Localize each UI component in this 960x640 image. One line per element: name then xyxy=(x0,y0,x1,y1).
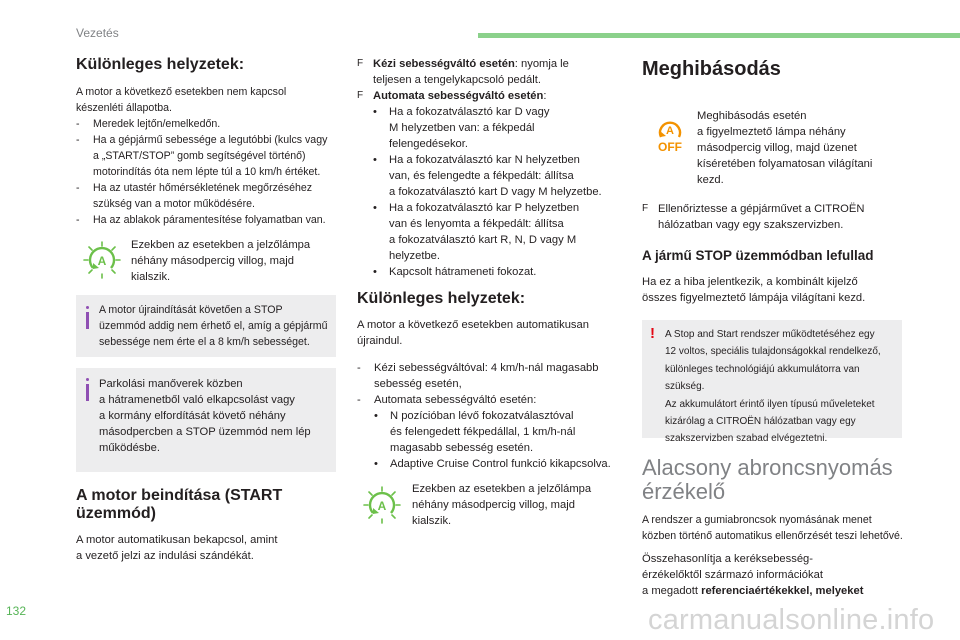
title-line: A motor beindítása (START xyxy=(76,487,283,504)
info-box-parking xyxy=(76,368,336,472)
text-line: Ha a fokozatválasztó kar N helyzetben xyxy=(389,154,580,166)
info-text: Parkolási manőverek közben xyxy=(99,378,243,390)
text-line: teljesen a tengelykapcsoló pedált. xyxy=(373,74,541,86)
lamp-note-line: néhány másodpercig villog, majd xyxy=(131,255,294,267)
arrow-bullet-icon: F xyxy=(642,203,649,214)
col1-intro xyxy=(76,84,346,228)
lamp-note-line: Ezekben az esetekben a jelzőlámpa xyxy=(412,483,592,495)
warning-box-battery xyxy=(642,320,902,445)
list-text: motorindítás óta nem lépte túl a 10 km/h értéket. xyxy=(93,166,321,178)
lamp-note-line: kialszik. xyxy=(412,515,452,527)
col2-title: Különleges helyzetek: xyxy=(357,290,526,307)
text-line: helyzetbe. xyxy=(389,250,440,262)
stop-stall-title: A jármű STOP üzemmódban lefullad xyxy=(642,248,874,263)
list-item xyxy=(357,56,632,88)
text-line: összes figyelmeztető lámpája világítani kezd. xyxy=(642,292,866,304)
text-line: kezd. xyxy=(697,174,724,186)
tyre-text xyxy=(642,551,922,599)
info-icon xyxy=(86,312,89,329)
info-text: a hátramenetből való elkapcsolást vagy xyxy=(99,394,295,406)
list-item xyxy=(76,212,346,228)
stop-stall-text xyxy=(642,274,912,306)
list-item xyxy=(76,116,346,132)
list-dash: - xyxy=(76,118,80,130)
text-line: a fokozatválasztó kart R, N, D vagy M xyxy=(389,234,577,246)
info-text: üzemmód addig nem érhető el, amíg a gépjármű xyxy=(99,320,328,332)
list-item xyxy=(357,392,632,472)
bullet: • xyxy=(373,106,377,118)
col1-intro-line2: készenléti állapotba. xyxy=(76,102,172,114)
start-mode-text xyxy=(76,532,346,564)
warning-text: Az akkumulátort érintő ilyen típusú műveleteket xyxy=(665,398,875,410)
list-text: Ha az ablakok páramentesítése folyamatban van. xyxy=(93,214,326,226)
arrow-bullet-icon: F xyxy=(357,90,364,101)
warning-text: kizárólag a CITROËN hálózatban vagy egy xyxy=(665,416,856,428)
lamp-note-line: kialszik. xyxy=(131,271,171,283)
list-text: Ha az utastér hőmérsékletének megőrzéséhez xyxy=(93,182,313,194)
text-line: Ellenőriztesse a gépjárművet a CITROËN xyxy=(658,203,865,215)
lamp-note-line: néhány másodpercig villog, majd xyxy=(412,499,575,511)
automatic-gearbox-label: Automata sebességváltó esetén xyxy=(373,90,544,102)
text-line: van, és felengedte a fékpedált: állítsa xyxy=(389,170,574,182)
tyre-section-title xyxy=(642,456,893,504)
col2-restart-list xyxy=(357,360,632,472)
text-line: a fokozatválasztó kart D vagy M helyzetbe. xyxy=(389,186,602,198)
reference-values-bold: referenciaértékekkel, melyeket xyxy=(701,585,864,597)
text-line: sebesség esetén, xyxy=(374,378,462,390)
text-line: M helyzetben van: a fékpedál xyxy=(389,122,535,134)
text-line: kíséretében folyamatosan világítani xyxy=(697,158,873,170)
col2-intro xyxy=(357,317,632,349)
list-dash: - xyxy=(76,182,80,194)
text-line: felengedésekor. xyxy=(389,138,468,150)
off-label: OFF xyxy=(658,140,682,154)
svg-text:A: A xyxy=(97,254,107,268)
bullet: • xyxy=(373,202,377,214)
info-text: sebessége nem érte el a 8 km/h sebességet. xyxy=(99,336,310,348)
text-line: Ha a fokozatválasztó kar D vagy xyxy=(389,106,550,118)
text-line: Összehasonlítja a keréksebesség- xyxy=(642,553,814,565)
text-line: Ha ez a hiba jelentkezik, a kombinált kijelző xyxy=(642,276,858,288)
warning-text: különleges technológiájú akkumulátorra van szükség. xyxy=(665,363,860,393)
text-fragment: : xyxy=(543,90,547,102)
col1-situation-list xyxy=(76,116,346,228)
stop-mode-lamp-icon xyxy=(82,240,122,280)
text-line: a figyelmeztető lámpa néhány xyxy=(697,126,846,138)
bullet: • xyxy=(373,154,377,166)
col2-conditions xyxy=(357,56,632,280)
col3-check-item xyxy=(642,201,912,233)
list-text: a „START/STOP” gomb segítségével történő) xyxy=(93,150,306,162)
text-line: Ha a fokozatválasztó kar P helyzetben xyxy=(389,202,580,214)
warning-text: szakszervizben szabad elvégeztetni. xyxy=(665,433,828,445)
text-line: közben történő automatikus ellenőrzését teszi lehetővé. xyxy=(642,530,903,542)
start-mode-title xyxy=(76,487,282,523)
text-line: a vezető jelzi az indulási szándékát. xyxy=(76,550,254,562)
text-fragment: a megadott xyxy=(642,585,702,597)
col1-lamp-note xyxy=(131,237,341,285)
title-line: üzemmód) xyxy=(76,505,156,522)
text-line: A rendszer a gumiabroncsok nyomásának menet xyxy=(642,514,872,526)
info-box-restart xyxy=(76,295,336,357)
stop-mode-lamp-icon xyxy=(362,485,402,525)
col3-lamp-note xyxy=(697,108,907,188)
watermark: carmanualsonline.info xyxy=(648,604,935,636)
text-line: A motor automatikusan bekapcsol, amint xyxy=(76,534,278,546)
svg-text:A: A xyxy=(666,125,674,137)
list-item xyxy=(76,180,346,212)
bullet: • xyxy=(374,458,378,470)
text-line: hálózatban vagy egy szakszervizben. xyxy=(658,219,844,231)
info-text: másodpercben a STOP üzemmód nem lép xyxy=(99,426,311,438)
text-line: Adaptive Cruise Control funkció kikapcsolva. xyxy=(390,458,611,470)
list-dash: - xyxy=(357,394,361,406)
info-text: működésbe. xyxy=(99,442,160,454)
list-item xyxy=(357,88,632,280)
text-line: A motor a következő esetekben automatikusan xyxy=(357,319,589,331)
text-fragment: : nyomja le xyxy=(514,58,569,70)
text-line: magasabb sebesség esetén. xyxy=(390,442,534,454)
list-item xyxy=(357,360,632,392)
info-text: a kormány elfordítását követő néhány xyxy=(99,410,286,422)
text-line: N pozícióban lévő fokozatválasztóval xyxy=(390,410,574,422)
header-accent-bar xyxy=(478,33,960,38)
page-number: 132 xyxy=(6,604,27,618)
text-line: érzékelőktől származó információkat xyxy=(642,569,823,581)
list-dash: - xyxy=(357,362,361,374)
lamp-note-line: Ezekben az esetekben a jelzőlámpa xyxy=(131,239,311,251)
stop-off-lamp-icon xyxy=(648,113,692,157)
bullet: • xyxy=(374,410,378,422)
text-line: Kapcsolt hátrameneti fokozat. xyxy=(389,266,537,278)
tyre-intro xyxy=(642,512,917,544)
title-line: Alacsony abroncsnyomás xyxy=(642,455,893,480)
section-label: Vezetés xyxy=(76,26,119,40)
text-line: Kézi sebességváltóval: 4 km/h-nál magasabb xyxy=(374,362,599,374)
svg-text:A: A xyxy=(377,499,387,513)
col2-lamp-note xyxy=(412,481,627,529)
manual-gearbox-label: Kézi sebességváltó esetén xyxy=(373,58,515,70)
list-dash: - xyxy=(76,134,80,146)
title-line: érzékelő xyxy=(642,479,726,504)
list-dash: - xyxy=(76,214,80,226)
list-text: Ha a gépjármű sebessége a legutóbbi (kulcs vagy xyxy=(93,134,328,146)
arrow-bullet-icon: F xyxy=(357,58,364,69)
text-line: másodpercig villog, majd üzenet xyxy=(697,142,857,154)
col1-title: Különleges helyzetek: xyxy=(76,56,245,73)
list-text: Meredek lejtőn/emelkedőn. xyxy=(93,118,221,130)
col1-intro-line1: A motor a következő esetekben nem kapcsol xyxy=(76,86,287,98)
text-line: van és lenyomta a fékpedált: állítsa xyxy=(389,218,564,230)
text-line: és felengedett fékpedállal, 1 km/h-nál xyxy=(390,426,576,438)
warning-text: A Stop and Start rendszer működtetéséhez egy xyxy=(665,329,875,340)
warning-text: 12 voltos, speciális tulajdonságokkal rendelkező, xyxy=(665,346,881,358)
bullet: • xyxy=(373,266,377,278)
warning-icon: ! xyxy=(650,325,655,342)
text-line: újraindul. xyxy=(357,335,403,347)
col3-title: Meghibásodás xyxy=(642,58,781,80)
text-line: Automata sebességváltó esetén: xyxy=(374,394,537,406)
text-line: Meghibásodás esetén xyxy=(697,110,807,122)
info-text: A motor újraindítását követően a STOP xyxy=(99,304,283,316)
info-icon xyxy=(86,384,89,401)
list-item xyxy=(76,132,346,180)
list-text: szükség van a motor működésére. xyxy=(93,198,255,210)
